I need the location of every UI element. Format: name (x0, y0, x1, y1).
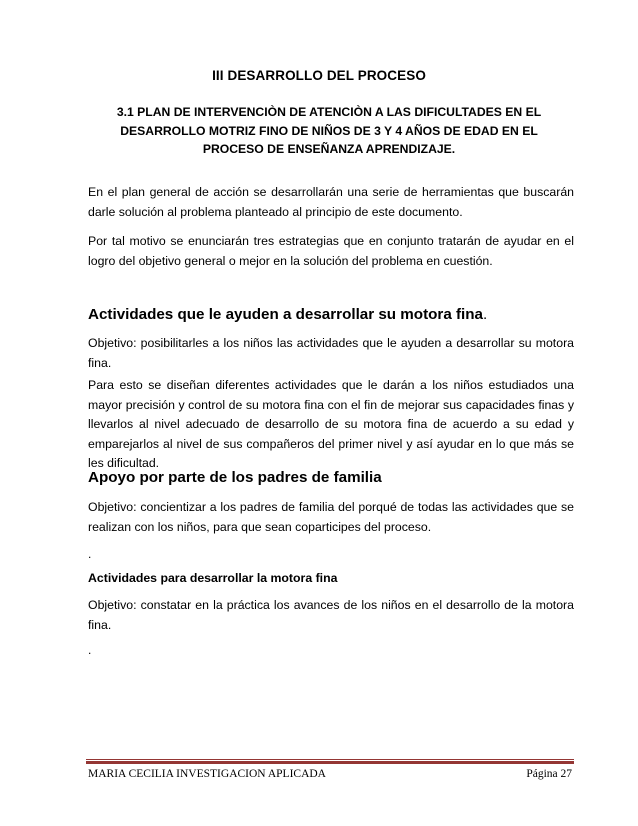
section-title-dot: . (483, 306, 488, 323)
page-number: Página 27 (526, 768, 572, 780)
separator-dot: . (88, 547, 92, 561)
section-title-text: Actividades que le ayuden a desarrollar su motora fina (88, 306, 484, 323)
section-title-actividades (88, 305, 578, 325)
chapter-title: III DESARROLLO DEL PROCESO (212, 68, 426, 83)
separator-dot: . (88, 643, 92, 657)
section-heading: 3.1 PLAN DE INTERVENCIÒN DE ATENCIÒN A LAS DIFICULTADES EN EL DESARROLLO MOTRIZ FINO DE NIÑOS DE 3 Y 4 AÑOS DE EDAD EN EL PROCESO DE ENSEÑANZA APRENDIZAJE. (116, 105, 542, 156)
footer-author: MARIA CECILIA INVESTIGACION APLICADA (88, 768, 326, 780)
section1-body: Para esto se diseñan diferentes actividades que le darán a los niños estudiados una mayor precisión y control de su motora fina con el fin de mejorar sus capacidades finas y llevarlos al nivel adecuado de desarrollo de su motora fina de acuerdo a su edad y emparejarlos al nivel de sus compañeros del primer nivel y así ayudar en lo que más se les dificultad. (88, 378, 574, 470)
footer-rule (86, 759, 574, 760)
section-title-motora: Actividades para desarrollar la motora fina (88, 571, 338, 585)
section-title-apoyo: Apoyo por parte de los padres de familia (88, 469, 382, 486)
intro-paragraph-1: En el plan general de acción se desarrollarán una serie de herramientas que buscarán darle solución al problema planteado al principio de este documento. (88, 185, 574, 219)
intro-paragraph-2: Por tal motivo se enunciarán tres estrategias que en conjunto tratarán de ayudar en el logro del objetivo general o mejor en la solución del problema en cuestión. (88, 234, 574, 268)
footer-rule (86, 761, 574, 764)
section2-objective: Objetivo: concientizar a los padres de familia del porqué de todas las actividades que se realizan con los niños, para que sean coparticipes del proceso. (88, 500, 574, 534)
section1-objective: Objetivo: posibilitarles a los niños las actividades que le ayuden a desarrollar su motora fina. (88, 336, 574, 370)
section3-objective: Objetivo: constatar en la práctica los avances de los niños en el desarrollo de la motora fina. (88, 598, 574, 632)
